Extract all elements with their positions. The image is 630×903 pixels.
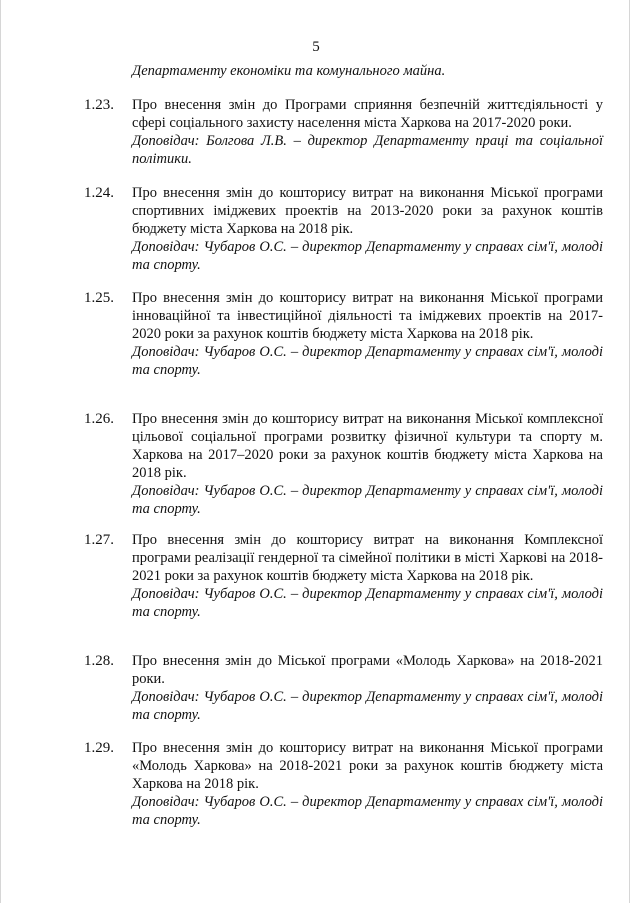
agenda-item-body [132,289,603,379]
agenda-item-title: Про внесення змін до кошторису витрат на виконання Міської програми спортивних іміджевих проектів на 2013-2020 роки за рахунок коштів бюджету міста Харкова на 2018 рік. [132,185,603,237]
agenda-item-title: Про внесення змін до кошторису витрат на виконання Міської програми «Молодь Харкова» на 2018-2021 роки за рахунок коштів бюджету міста Харкова на 2018 рік. [132,740,603,792]
agenda-item-speaker: Доповідач: Чубаров О.С. – директор Департаменту у справах сім'ї, молоді та спорту. [132,344,603,378]
agenda-item-speaker: Доповідач: Болгова Л.В. – директор Департаменту праці та соціальної політики. [132,133,603,167]
agenda-item-number: 1.29. [84,740,114,756]
agenda-item-title: Про внесення змін до кошторису витрат на виконання Міської програми інноваційної та інвестиційної діяльності та іміджевих проектів на 2017-2020 роки за рахунок коштів бюджету міста Харкова на 2018 рік. [132,290,603,342]
agenda-item-body [132,410,603,518]
agenda-item-title: Про внесення змін до кошторису витрат на виконання Міської комплексної цільової соціальної програми розвитку фізичної культури та спорту м. Харкова на 2017–2020 роки за рахунок коштів бюджету міста Харкова на 2018 рік. [132,411,603,481]
agenda-item-title: Про внесення змін до кошторису витрат на виконання Комплексної програми реалізації гендерної та сімейної політики в місті Харкові на 2018-2021 роки за рахунок коштів бюджету міста Харкова на 2018 рік. [132,532,603,584]
page-number: 5 [312,39,320,55]
agenda-item-title: Про внесення змін до Програми сприяння безпечній життєдіяльності у сфері соціального захисту населення міста Харкова на 2017-2020 роки. [132,97,603,131]
continuation-line: Департаменту економіки та комунального майна. [132,63,446,79]
agenda-item-number: 1.24. [84,185,114,201]
agenda-item-body [132,739,603,829]
agenda-item-title: Про внесення змін до Міської програми «Молодь Харкова» на 2018-2021 роки. [132,653,603,687]
agenda-item-number: 1.28. [84,653,114,669]
agenda-item-speaker: Доповідач: Чубаров О.С. – директор Департаменту у справах сім'ї, молоді та спорту. [132,586,603,620]
agenda-item-number: 1.23. [84,97,114,113]
agenda-item-number: 1.27. [84,532,114,548]
agenda-item-speaker: Доповідач: Чубаров О.С. – директор Департаменту у справах сім'ї, молоді та спорту. [132,689,603,723]
agenda-item-body [132,96,603,168]
agenda-item-body [132,531,603,621]
agenda-item-number: 1.25. [84,290,114,306]
agenda-item-speaker: Доповідач: Чубаров О.С. – директор Департаменту у справах сім'ї, молоді та спорту. [132,483,603,517]
agenda-item-speaker: Доповідач: Чубаров О.С. – директор Департаменту у справах сім'ї, молоді та спорту. [132,239,603,273]
agenda-item-number: 1.26. [84,411,114,427]
agenda-item-speaker: Доповідач: Чубаров О.С. – директор Департаменту у справах сім'ї, молоді та спорту. [132,794,603,828]
agenda-item-body [132,652,603,724]
agenda-item-body [132,184,603,274]
